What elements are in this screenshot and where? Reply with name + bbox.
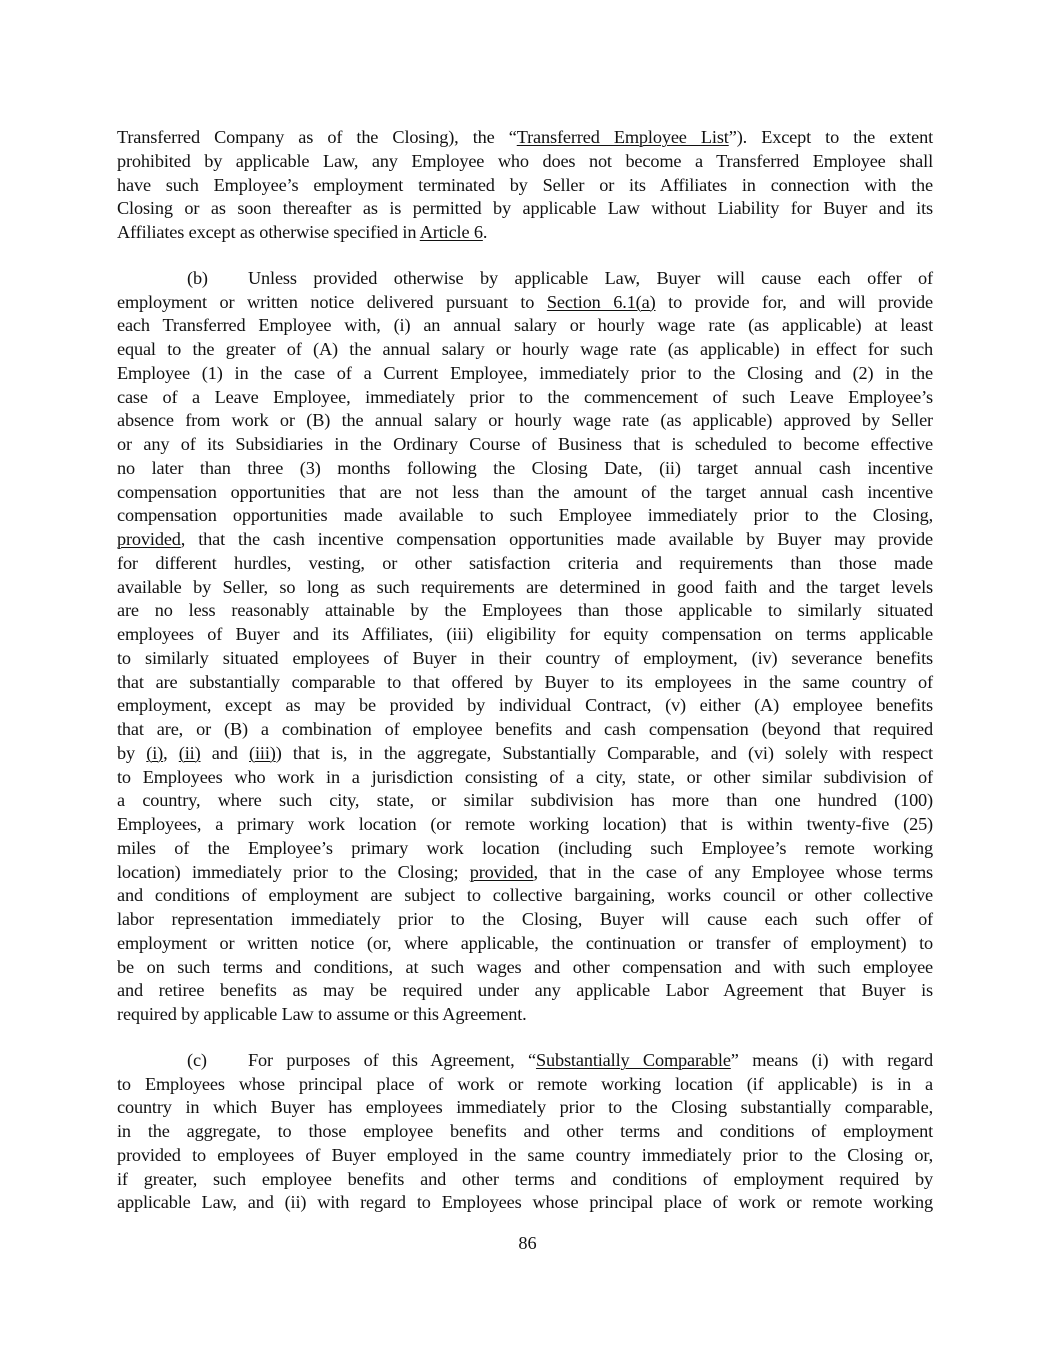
- text-line: [117, 789, 933, 813]
- text-segment: Employees, a primary work location (or remote working location) that is within twenty-five (25): [117, 814, 933, 834]
- text-segment: for different hurdles, vesting, or other satisfaction criteria and requirements than those made: [117, 552, 933, 573]
- text-segment: that are substantially comparable to that offered by Buyer to its employees in the same country of: [117, 671, 933, 692]
- defined-term-reference: (iii): [249, 742, 276, 763]
- text-line: [117, 718, 933, 742]
- text-segment: a country, where such city, state, or similar subdivision has more than one hundred (100): [117, 790, 933, 811]
- text-line: [117, 1168, 933, 1192]
- text-segment: miles of the Employee’s primary work location (including such Employee’s remote working: [117, 837, 933, 858]
- text-line: [117, 671, 933, 695]
- text-segment: if greater, such employee benefits and other terms and conditions of employment required by: [117, 1168, 933, 1189]
- text-line: [117, 1144, 933, 1168]
- text-line: [117, 837, 933, 861]
- text-line: [117, 504, 933, 528]
- text-segment: and retiree benefits as may be required under any applicable Labor Agreement that Buyer is: [117, 980, 933, 1001]
- text-line: [117, 599, 933, 623]
- text-segment: available by Seller, so long as such requirements are determined in good faith and the target levels: [117, 576, 933, 597]
- text-segment: For purposes of this Agreement, “: [248, 1049, 536, 1070]
- text-segment: be on such terms and conditions, at such wages and other compensation and with such employee: [117, 956, 933, 977]
- text-line: [117, 362, 933, 386]
- text-segment: compensation opportunities made available to such Employee immediately prior to the Closing,: [117, 505, 933, 526]
- text-line: [117, 1120, 933, 1144]
- defined-term-reference: Substantially Comparable: [535, 1049, 731, 1070]
- text-segment: applicable Law, and (ii) with regard to Employees whose principal place of work or remote working: [117, 1192, 933, 1213]
- text-line: [117, 1003, 933, 1027]
- defined-term-reference: (ii): [178, 742, 201, 763]
- text-line: [117, 126, 933, 150]
- text-line: [117, 1073, 933, 1097]
- text-line: [117, 1049, 933, 1073]
- text-segment: equal to the greater of (A) the annual salary or hourly wage rate (as applicable) in effect for such: [117, 339, 933, 359]
- text-line: [117, 1096, 933, 1120]
- text-segment: and conditions of employment are subject to collective bargaining, works council or other collective: [117, 885, 933, 906]
- text-line: [117, 457, 933, 481]
- text-segment: Affiliates except as otherwise specified in: [117, 222, 420, 242]
- document-page: [117, 126, 933, 1237]
- text-line: [117, 528, 933, 552]
- text-segment: to similarly situated employees of Buyer in their country of employment, (iv) severance benefits: [117, 647, 933, 668]
- text-segment: .: [482, 222, 488, 242]
- text-segment: , that the cash incentive compensation opportunities made available by Buyer may provide: [180, 529, 933, 549]
- page-number: 86: [518, 1233, 537, 1253]
- text-line: [117, 150, 933, 174]
- text-segment: Transferred Company as of the Closing), the “: [117, 127, 517, 147]
- text-line: [117, 386, 933, 410]
- text-segment: to Employees who work in a jurisdiction consisting of a city, state, or other similar subdivision of: [117, 766, 933, 787]
- text-segment: to Employees whose principal place of work or remote working location (if applicable) is in a: [117, 1073, 933, 1094]
- text-segment: Unless provided otherwise by applicable Law, Buyer will cause each offer of: [248, 267, 933, 288]
- text-segment: provided to employees of Buyer employed in the same country immediately prior to the Closing or,: [117, 1144, 933, 1165]
- text-line: [117, 221, 933, 245]
- text-segment: employment or written notice delivered pursuant to: [117, 291, 547, 312]
- text-segment: prohibited by applicable Law, any Employee who does not become a Transferred Employee shall: [117, 150, 933, 171]
- text-line: [117, 908, 933, 932]
- text-line: [117, 623, 933, 647]
- text-segment: that are, or (B) a combination of employee benefits and cash compensation (beyond that required: [117, 719, 933, 739]
- text-segment: compensation opportunities that are not less than the amount of the target annual cash incentive: [117, 481, 933, 502]
- defined-term-reference: provided: [117, 529, 181, 549]
- text-segment: Employee (1) in the case of a Current Employee, immediately prior to the Closing and (2) in the: [117, 362, 933, 383]
- text-segment: to provide for, and will provide: [655, 291, 933, 312]
- text-segment: ,: [163, 742, 179, 763]
- text-line: [117, 481, 933, 505]
- text-segment: in the aggregate, to those employee benefits and other terms and conditions of employment: [117, 1121, 933, 1141]
- text-line: [117, 956, 933, 980]
- text-line: [117, 576, 933, 600]
- text-segment: , that in the case of any Employee whose terms: [533, 861, 933, 882]
- text-segment: and: [200, 742, 250, 763]
- text-segment: no later than three (3) months following the Closing Date, (ii) target annual cash incentive: [117, 457, 933, 478]
- text-line: [117, 174, 933, 198]
- text-line: [117, 338, 933, 362]
- defined-term-reference: provided: [469, 861, 534, 882]
- text-segment: are no less reasonably attainable by the Employees than those applicable to similarly situated: [117, 600, 933, 621]
- text-line: [117, 766, 933, 790]
- text-line: [117, 433, 933, 457]
- text-line: [117, 314, 933, 338]
- text-segment: absence from work or (B) the annual salary or hourly wage rate (as applicable) approved by Seller: [117, 410, 933, 431]
- text-line: [117, 291, 933, 315]
- text-line: [117, 647, 933, 671]
- text-line: [117, 813, 933, 837]
- text-segment: required by applicable Law to assume or this Agreement.: [117, 1004, 527, 1024]
- paragraph-label: (b): [187, 267, 208, 288]
- text-line: [117, 267, 933, 291]
- text-segment: have such Employee’s employment terminated by Seller or its Affiliates in connection with the: [117, 174, 933, 195]
- text-segment: location) immediately prior to the Closing;: [117, 861, 470, 882]
- text-line: [117, 552, 933, 576]
- text-segment: each Transferred Employee with, (i) an annual salary or hourly wage rate (as applicable) at least: [117, 315, 933, 336]
- defined-term-reference: (i): [146, 742, 164, 763]
- text-line: [117, 932, 933, 956]
- text-segment: employment, except as may be provided by individual Contract, (v) either (A) employee benefits: [117, 695, 933, 716]
- paragraph-continuation: [117, 126, 933, 245]
- text-line: [117, 197, 933, 221]
- text-segment: ) that is, in the aggregate, Substantially Comparable, and (vi) solely with respect: [275, 742, 933, 763]
- paragraph-c: [117, 1049, 933, 1215]
- text-segment: ” means (i) with regard: [730, 1049, 933, 1070]
- text-segment: labor representation immediately prior to the Closing, Buyer will cause each such offer of: [117, 909, 933, 929]
- text-segment: ”). Except to the extent: [728, 127, 934, 147]
- defined-term-reference: Article 6: [419, 222, 483, 242]
- text-segment: by: [117, 742, 147, 763]
- text-segment: employment or written notice (or, where applicable, the continuation or transfer of employment) to: [117, 932, 933, 953]
- text-segment: or any of its Subsidiaries in the Ordinary Course of Business that is scheduled to become effective: [117, 434, 933, 454]
- text-line: [117, 861, 933, 885]
- paragraph-label: (c): [187, 1049, 207, 1070]
- defined-term-reference: Section 6.1(a): [546, 291, 656, 312]
- text-segment: Closing or as soon thereafter as is permitted by applicable Law without Liability for Buyer and its: [117, 198, 933, 219]
- text-line: [117, 979, 933, 1003]
- text-line: [117, 694, 933, 718]
- text-line: [117, 742, 933, 766]
- text-segment: case of a Leave Employee, immediately prior to the commencement of such Leave Employee’s: [117, 386, 933, 407]
- text-segment: employees of Buyer and its Affiliates, (iii) eligibility for equity compensation on terms applicable: [117, 624, 933, 644]
- text-line: [117, 884, 933, 908]
- paragraph-b: [117, 267, 933, 1027]
- text-line: [117, 409, 933, 433]
- text-line: [117, 1191, 933, 1215]
- text-segment: country in which Buyer has employees immediately prior to the Closing substantially comparable,: [117, 1097, 933, 1118]
- defined-term-reference: Transferred Employee List: [516, 127, 729, 147]
